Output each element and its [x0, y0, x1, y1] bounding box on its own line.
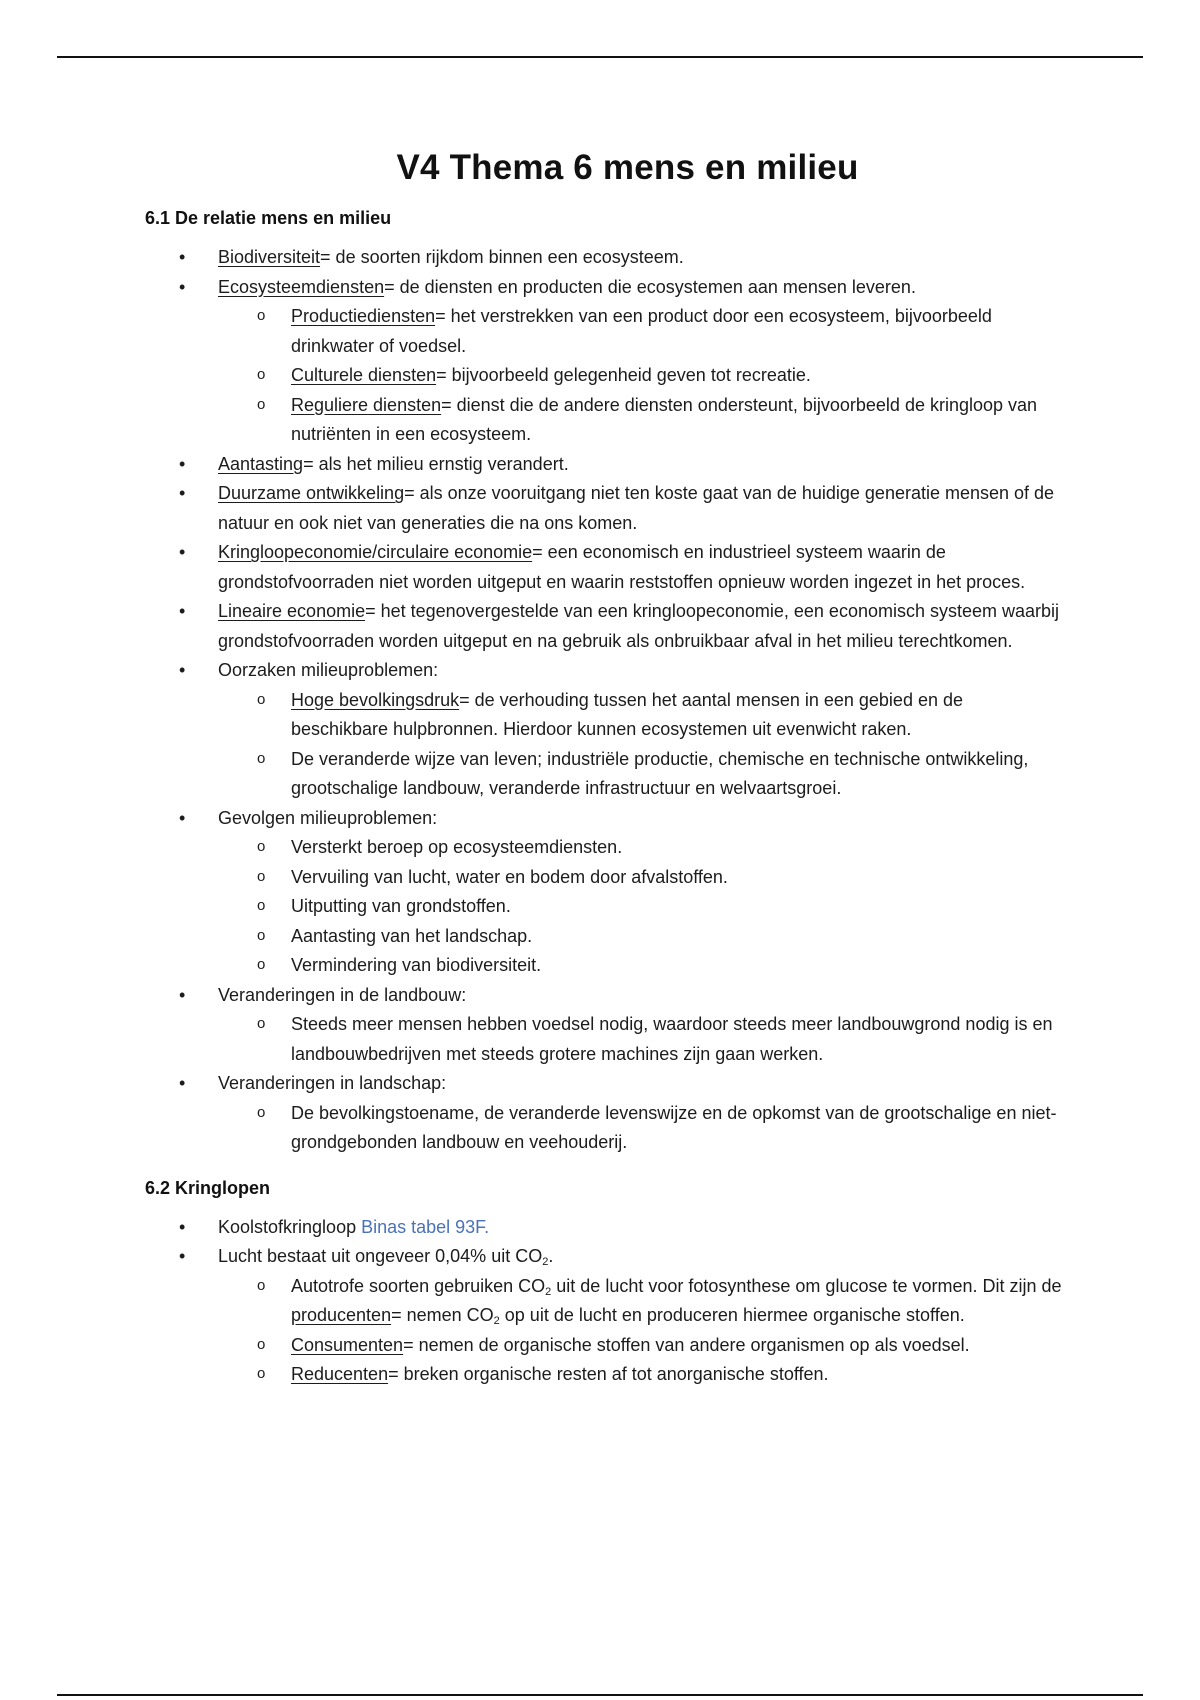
section-heading-6-1: 6.1 De relatie mens en milieu [145, 208, 392, 228]
term-biodiversiteit: Biodiversiteit [218, 247, 321, 267]
list-item [145, 450, 1065, 480]
definition: De bevolkingstoename, de veranderde levenswijze en de opkomst van de grootschalige en niet-grondgebonden landbouw en veehouderij. [291, 1102, 1057, 1152]
list-item [145, 538, 1065, 597]
sub-list-item [145, 1010, 1065, 1069]
list-item [145, 597, 1065, 656]
sub-list-item [145, 922, 1065, 952]
list-item [145, 981, 1065, 1070]
list-item [145, 656, 1065, 804]
sublist [218, 1010, 1065, 1069]
subscript: 2 [545, 1285, 552, 1298]
section-6-2 [145, 1178, 1065, 1390]
section-heading-6-2: 6.2 Kringlopen [145, 1177, 271, 1198]
label-landschap: Veranderingen in landschap: [218, 1073, 447, 1093]
list-item [145, 273, 1065, 450]
sublist [218, 833, 1065, 981]
binas-link[interactable]: Binas tabel 93F. [361, 1216, 490, 1237]
sub-list-item [145, 892, 1065, 922]
document-body [145, 148, 1065, 1390]
definition: = nemen CO [391, 1305, 494, 1325]
list-item [145, 804, 1065, 981]
definition: Uitputting van grondstoffen. [291, 896, 511, 916]
definition: = bijvoorbeeld gelegenheid geven tot recreatie. [436, 365, 811, 385]
definition: = het verstrekken van een product door een ecosysteem, bijvoorbeeld drinkwater of voedsel. [291, 306, 992, 356]
label-landbouw: Veranderingen in de landbouw: [218, 984, 467, 1005]
term-duurzame-ontwikkeling: Duurzame ontwikkeling [218, 483, 405, 503]
term-consumenten: Consumenten [291, 1334, 404, 1355]
definition: = de verhouding tussen het aantal mensen in een gebied en de beschikbare hulpbronnen. Hierdoor kunnen ecosystemen uit evenwicht raken. [291, 689, 963, 739]
section-6-2-list [145, 1213, 1065, 1390]
section-6-1-list [145, 243, 1065, 1158]
autotroof-text: Autotrofe soorten gebruiken CO [291, 1275, 546, 1296]
sublist [218, 302, 1065, 450]
sub-list-item [145, 361, 1065, 391]
definition: = nemen de organische stoffen van andere organismen op als voedsel. [403, 1334, 970, 1355]
punctuation: . [548, 1246, 554, 1266]
label-gevolgen: Gevolgen milieuproblemen: [218, 807, 438, 828]
list-item [145, 1213, 1065, 1243]
footer-rule [57, 1694, 1143, 1696]
definition: Aantasting van het landschap. [291, 925, 533, 946]
term-kringloopeconomie: Kringloopeconomie/circulaire economie [218, 542, 533, 562]
definition: = dienst die de andere diensten ondersteunt, bijvoorbeeld de kringloop van nutriënten in een ecosysteem. [291, 394, 1038, 444]
term-ecosysteemdiensten: Ecosysteemdiensten [218, 276, 385, 297]
page-title: V4 Thema 6 mens en milieu [396, 148, 859, 187]
label-oorzaken: Oorzaken milieuproblemen: [218, 660, 439, 680]
definition: = de diensten en producten die ecosystemen aan mensen leveren. [384, 276, 916, 297]
sub-list-item [145, 686, 1065, 745]
autotroof-text: uit de lucht voor fotosynthese om glucose te vormen. Dit zijn de [551, 1275, 1062, 1296]
list-item [145, 479, 1065, 538]
definition: op uit de lucht en produceren hiermee organische stoffen. [499, 1305, 965, 1325]
term-culturele-diensten: Culturele diensten [291, 365, 437, 385]
definition: Versterkt beroep op ecosysteemdiensten. [291, 837, 623, 857]
sublist [218, 1272, 1065, 1390]
definition: = als onze vooruitgang niet ten koste gaat van de huidige generatie mensen of de natuur en ook niet van generaties die na ons komen. [218, 483, 1055, 533]
list-item [145, 243, 1065, 273]
term-hoge-bevolkingsdruk: Hoge bevolkingsdruk [291, 689, 460, 710]
term-aantasting: Aantasting [218, 453, 304, 474]
sub-list-item [145, 1272, 1065, 1331]
definition: Vervuiling van lucht, water en bodem door afvalstoffen. [291, 866, 728, 887]
term-reducenten: Reducenten [291, 1364, 389, 1384]
sub-list-item [145, 391, 1065, 450]
subscript: 2 [542, 1256, 549, 1268]
term-lineaire-economie: Lineaire economie [218, 601, 366, 621]
definition: = een economisch en industrieel systeem waarin de grondstofvoorraden niet worden uitgeput en waarin reststoffen opnieuw worden ingezet in het proces. [218, 542, 1026, 592]
sub-list-item [145, 1360, 1065, 1390]
term-productiediensten: Productiediensten [291, 306, 436, 326]
term-reguliere-diensten: Reguliere diensten [291, 394, 442, 415]
sub-list-item [145, 302, 1065, 361]
sub-list-item [145, 863, 1065, 893]
sub-list-item [145, 833, 1065, 863]
definition: = de soorten rijkdom binnen een ecosysteem. [320, 247, 684, 267]
definition: Vermindering van biodiversiteit. [291, 955, 542, 975]
definition: = het tegenovergestelde van een kringloopeconomie, een economisch systeem waarbij grondstofvoorraden worden uitgeput en na gebruik als onbruikbaar afval in het milieu terechtkomen. [218, 601, 1060, 651]
term-producenten: producenten [291, 1305, 392, 1325]
sublist [218, 686, 1065, 804]
koolstofkringloop-label: Koolstofkringloop [218, 1216, 362, 1237]
sub-list-item [145, 1331, 1065, 1361]
definition: Steeds meer mensen hebben voedsel nodig, waardoor steeds meer landbouwgrond nodig is en landbouwbedrijven met steeds grotere machines zijn gaan werken. [291, 1014, 1053, 1064]
subscript: 2 [493, 1315, 500, 1327]
definition: = breken organische resten af tot anorganische stoffen. [388, 1364, 829, 1384]
definition: De veranderde wijze van leven; industriële productie, chemische en technische ontwikkeling, grootschalige landbouw, veranderde infrastructuur en welvaartsgroei. [291, 748, 1029, 798]
list-item [145, 1242, 1065, 1390]
sub-list-item [145, 745, 1065, 804]
definition: = als het milieu ernstig verandert. [303, 453, 569, 474]
co2-text: Lucht bestaat uit ongeveer 0,04% uit CO [218, 1246, 543, 1266]
list-item [145, 1069, 1065, 1158]
sub-list-item [145, 1099, 1065, 1158]
header-rule [57, 56, 1143, 58]
sublist [218, 1099, 1065, 1158]
sub-list-item [145, 951, 1065, 981]
